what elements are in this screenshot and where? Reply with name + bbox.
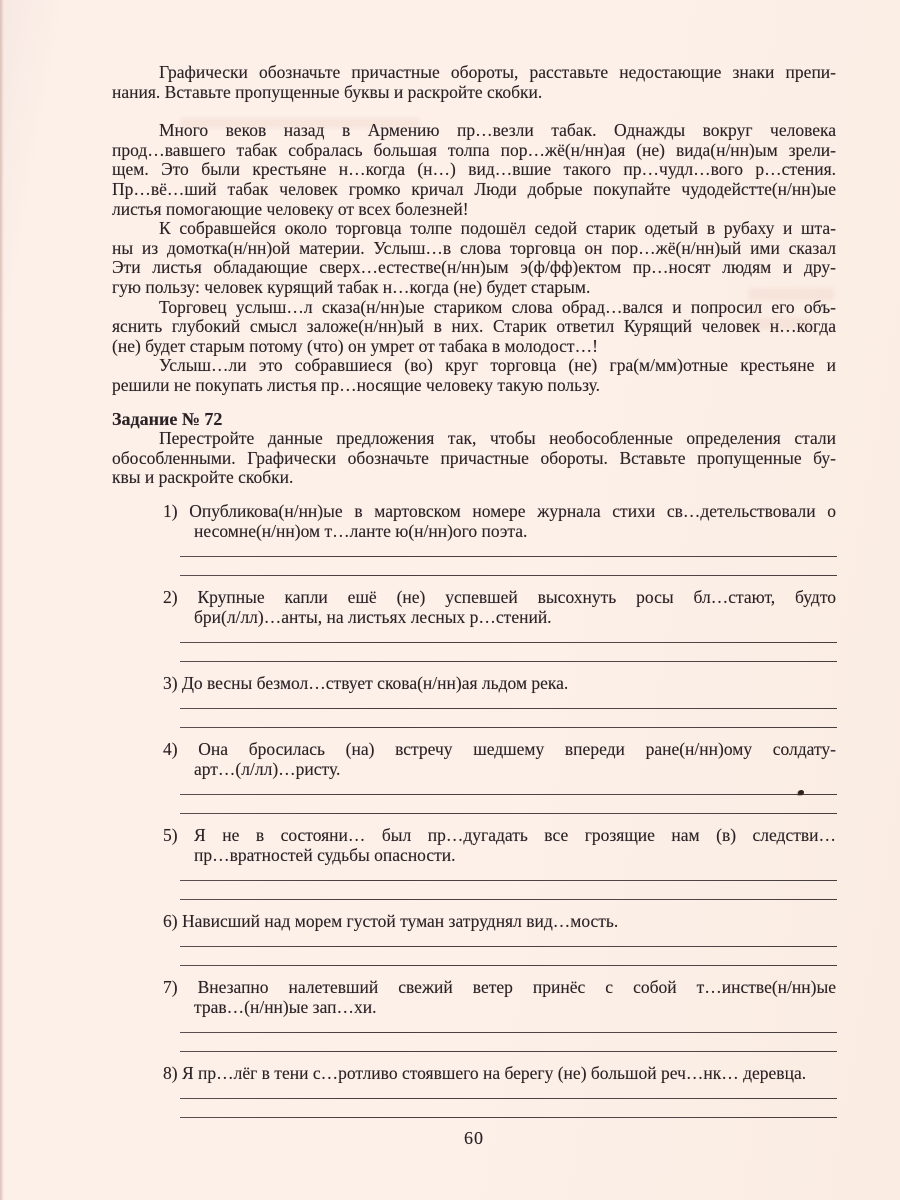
text-line: решили не покупать листья пр…носящие человеку такую пользу.	[112, 374, 600, 395]
text-line: Торговец услыш…л сказа(н/нн)ые стариком слова обрад…вался и попросил его объ-	[159, 296, 836, 317]
text-line: К собравшейся около торговца толпе подошёл седой старик одетый в рубаху и шта-	[159, 218, 836, 239]
ink-speck	[798, 790, 804, 795]
answer-lines	[112, 708, 836, 728]
text-line: Графически обозначьте причастные обороты, расставьте недостающие знаки препи-	[159, 62, 836, 82]
text-line: Много веков назад в Армению пр…везли табак. Однажды вокруг человека	[159, 120, 836, 141]
exercise-item	[112, 739, 836, 779]
answer-line	[180, 661, 837, 662]
answer-lines	[112, 880, 836, 900]
text-line: ны из домотка(н/нн)ой материи. Услыш…в слова торговца он пор…жё(н/нн)ый ими сказал	[112, 237, 836, 258]
item-line: арт…(л/лл)…ристу.	[194, 758, 341, 779]
answer-line	[180, 965, 837, 966]
answer-line	[180, 880, 837, 881]
exercise-item	[112, 825, 836, 865]
exercise-item	[112, 501, 836, 541]
exercise-item	[112, 673, 836, 693]
item-line: бри(л/лл)…анты, на листьях лесных р…стений.	[194, 606, 552, 627]
task-intro-paragraph	[112, 429, 836, 488]
answer-line	[180, 708, 837, 709]
item-first-line: 8) Я пр…лёг в тени с…ротливо стоявшего на берегу (не) большой реч…нк… деревца.	[163, 1062, 807, 1083]
answer-line	[180, 1117, 837, 1118]
text-line: обособленными. Графически обозначьте причастные обороты. Вставьте пропущенные бу-	[112, 447, 836, 468]
item-line: несомне(н/нн)ом т…ланте ю(н/нн)ого поэта.	[194, 520, 528, 541]
exercise-item	[112, 977, 836, 1017]
exercise-item	[112, 587, 836, 627]
answer-line	[180, 946, 837, 947]
story-paragraph	[112, 219, 836, 297]
answer-line	[180, 1032, 837, 1033]
text-line: квы и раскройте скобки.	[112, 467, 294, 488]
answer-lines	[112, 1098, 836, 1118]
answer-line	[180, 899, 837, 900]
text-line: щем. Это были крестьяне н…когда (н…) вид…вшие такого пр…чудл…вого р…стения.	[112, 159, 836, 180]
answer-line	[180, 727, 837, 728]
answer-line	[180, 642, 837, 643]
story-paragraph	[112, 298, 836, 357]
answer-line	[180, 813, 837, 814]
text-line: Услыш…ли это собравшиеся (во) круг торговца (не) гра(м/мм)отные крестьяне и	[159, 355, 836, 376]
page-number: 60	[464, 1127, 484, 1148]
exercise-items	[112, 501, 836, 1118]
intro-paragraph	[112, 63, 836, 102]
item-first-line: 2) Крупные капли ешё (не) успевшей высохнуть росы бл…стают, будто	[163, 586, 836, 607]
story-paragraph	[112, 356, 836, 395]
answer-line	[180, 1098, 837, 1099]
exercise-item	[112, 1063, 836, 1083]
item-first-line: 5) Я не в состояни… был пр…дугадать все грозящие нам (в) следстви…	[163, 824, 836, 845]
text-line: гую пользу: человек курящий табак н…когда (не) будет старым.	[112, 276, 591, 297]
answer-lines	[112, 642, 836, 662]
text-line: листья помогающие человеку от всех болезней!	[112, 198, 469, 219]
answer-line	[180, 575, 837, 576]
answer-lines	[112, 1032, 836, 1052]
answer-line	[180, 794, 837, 795]
text-line: яснить глубокий смысл заложе(н/нн)ый в них. Старик ответил Курящий человек н…когда	[112, 316, 836, 337]
answer-line	[180, 1051, 837, 1052]
text-line: прод…вавшего табак собралась большая толпа пор…жё(н/нн)ая (не) вида(н/нн)ым зрели-	[112, 139, 836, 160]
item-first-line: 7) Внезапно налетевший свежий ветер принёс с собой т…инстве(н/нн)ые	[163, 976, 836, 997]
item-first-line: 3) До весны безмол…ствует скова(н/нн)ая льдом река.	[163, 672, 569, 693]
item-first-line: 6) Нависший над морем густой туман затруднял вид…мость.	[163, 910, 619, 931]
text-line: Эти листья обладающие сверх…естестве(н/нн)ым э(ф/фф)ектом пр…носят людям и дру-	[112, 257, 836, 278]
story-text	[112, 121, 836, 395]
item-first-line: 4) Она бросилась (на) встречу шедшему впереди ране(н/нн)ому солдату-	[163, 738, 836, 759]
answer-line	[180, 556, 837, 557]
text-line: Пр…вё…ший табак человек громко кричал Люди добрые покупайте чудодейстте(н/нн)ые	[112, 178, 836, 199]
item-first-line: 1) Опубликова(н/нн)ые в мартовском номере журнала стихи св…детельствовали о	[163, 500, 836, 521]
answer-lines	[112, 794, 836, 814]
text-line: Перестройте данные предложения так, чтобы необособленные определения стали	[159, 428, 836, 449]
story-paragraph	[112, 121, 836, 219]
text-line: нания. Вставьте пропущенные буквы и раскройте скобки.	[112, 81, 543, 102]
exercise-item	[112, 911, 836, 931]
item-line: пр…вратностей судьбы опасности.	[194, 844, 456, 865]
item-line: трав…(н/нн)ые зап…хи.	[194, 996, 377, 1017]
answer-lines	[112, 556, 836, 576]
answer-lines	[112, 946, 836, 966]
text-line: (не) будет старым потому (что) он умрет от табака в молодост…!	[112, 335, 598, 356]
task-heading: Задание № 72	[112, 408, 223, 429]
